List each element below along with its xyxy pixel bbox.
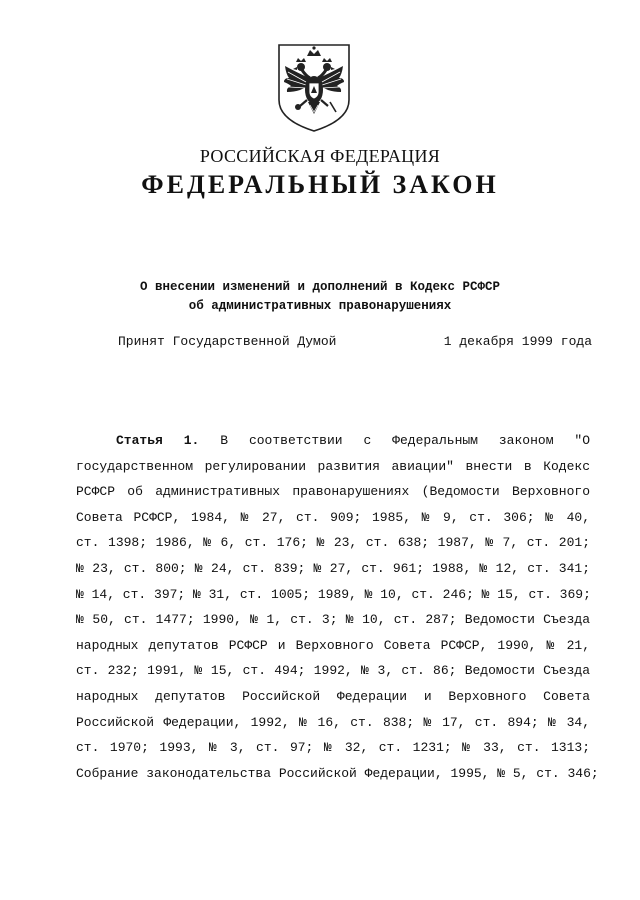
article-1-line: ст. 1398; 1986, № 6, ст. 176; № 23, ст. 638; 1987, № 7, ст. 201; bbox=[76, 535, 590, 551]
adopting-body: Принят Государственной Думой bbox=[118, 334, 337, 349]
article-1-line: Совета РСФСР, 1984, № 27, ст. 909; 1985, № 9, ст. 306; № 40, bbox=[76, 509, 590, 525]
law-title-line-2: об административных правонарушениях bbox=[188, 299, 452, 313]
article-1-line: Собрание законодательства Российской Федерации, 1995, № 5, ст. 346; bbox=[76, 765, 599, 781]
article-1-line: народных депутатов Российской Федерации и Верховного Совета bbox=[76, 688, 590, 704]
article-1-line: ст. 232; 1991, № 15, ст. 494; 1992, № 3, ст. 86; Ведомости Съезда bbox=[76, 663, 590, 679]
country-name: РОССИЙСКАЯ ФЕДЕРАЦИЯ bbox=[199, 146, 441, 166]
coat-of-arms-emblem-icon bbox=[276, 42, 352, 134]
article-1-line: Российской Федерации, 1992, № 16, ст. 838; № 17, ст. 894; № 34, bbox=[76, 714, 590, 730]
law-title bbox=[0, 278, 640, 316]
article-1-line: № 50, ст. 1477; 1990, № 1, ст. 3; № 10, ст. 287; Ведомости Съезда bbox=[76, 612, 590, 628]
article-1-line: № 14, ст. 397; № 31, ст. 1005; 1989, № 10, ст. 246; № 15, ст. 369; bbox=[76, 586, 591, 602]
article-1-line: РСФСР об административных правонарушениях (Ведомости Верховного bbox=[76, 484, 590, 500]
article-1-line: ст. 1970; 1993, № 3, ст. 97; № 32, ст. 1231; № 33, ст. 1313; bbox=[76, 740, 590, 756]
adoption-line bbox=[118, 334, 592, 349]
article-1-text bbox=[76, 428, 599, 786]
adoption-date: 1 декабря 1999 года bbox=[443, 334, 592, 349]
law-title-line-1: О внесении изменений и дополнений в Кодекс РСФСР bbox=[139, 280, 501, 294]
article-1-line: № 23, ст. 800; № 24, ст. 839; № 27, ст. 961; 1988, № 12, ст. 341; bbox=[76, 560, 590, 576]
article-1-first-line-text: В соответствии с Федеральным законом "О bbox=[220, 433, 590, 448]
article-1-line: народных депутатов РСФСР и Верховного Совета РСФСР, 1990, № 21, bbox=[76, 637, 590, 653]
document-type-heading: ФЕДЕРАЛЬНЫЙ ЗАКОН bbox=[141, 170, 499, 199]
article-1-line: государственном регулировании развития авиации" внести в Кодекс bbox=[76, 458, 590, 474]
article-1-first-line bbox=[76, 428, 590, 454]
article-1-label: Статья 1. bbox=[116, 433, 200, 448]
